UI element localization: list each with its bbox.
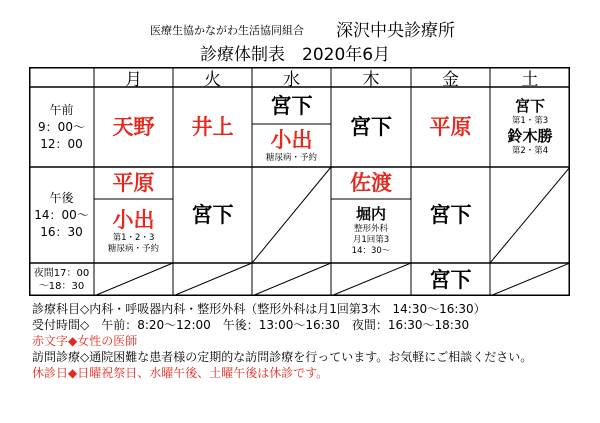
footer-reception-hours: 受付時間◇ 午前：8:20～12:00 午後：13:00～16:30 夜間：16:30～18:30: [32, 318, 470, 332]
closed-slash: [252, 263, 331, 296]
period-am-label: 午前 9：00～ 12：00: [38, 102, 85, 151]
pm-tue-doctor: 宮下: [191, 203, 234, 227]
closed-slash: [490, 167, 570, 263]
footer-departments: 診療科目◇内科・呼吸器内科・整形外科（整形外科は月1回第3木 14:30～16:30）: [32, 302, 486, 316]
night-fri-doctor: 宮下: [429, 267, 472, 292]
closed-slash: [331, 263, 411, 296]
pm-thu-doctor-2: 堀内 整形外科 月1回第3 14：30～: [351, 205, 391, 256]
pm-mon-doctor-2: 小出 第1・2・3 糖尿病・予約: [107, 208, 159, 254]
closed-slash: [252, 167, 331, 263]
clinic-name: 深沢中央診療所: [336, 21, 455, 41]
day-header-tue: 火: [204, 69, 221, 90]
closed-slash: [490, 263, 570, 296]
pm-fri-doctor: 宮下: [429, 203, 472, 227]
am-wed-doctor-1: 宮下: [270, 93, 313, 118]
day-header-mon: 月: [125, 69, 142, 90]
footer-female-doctor-note: 赤文字◆女性の医師: [32, 334, 138, 348]
day-header-thu: 木: [362, 69, 380, 90]
pm-thu-doctor-1: 佐渡: [350, 171, 392, 195]
org-name: 医療生協かながわ生活協同組合: [150, 24, 304, 37]
period-night-label: 夜間17：00 ～18：30: [33, 267, 90, 292]
am-tue-doctor: 井上: [191, 115, 234, 139]
am-thu-doctor: 宮下: [350, 115, 392, 139]
closed-slash: [173, 263, 252, 296]
pm-mon-doctor-1: 平原: [112, 171, 155, 195]
day-header-wed: 水: [283, 69, 300, 90]
footer-closed-days: 休診日◆日曜祝祭日、水曜午後、土曜午後は休診です。: [32, 366, 329, 380]
day-header-fri: 金: [442, 69, 459, 90]
schedule-title: 診療体制表 2020年6月: [200, 45, 391, 65]
am-sat-doctors: 宮下 第1・第3 鈴木勝 第2・第4: [507, 97, 553, 156]
period-pm-label: 午後 14：00～ 16：30: [34, 190, 89, 239]
footer-home-visit: 訪問診療◇通院困難な患者様の定期的な訪問診療を行っています。お気軽にご相談ください。: [32, 350, 533, 364]
day-header-sat: 土: [521, 69, 539, 90]
am-wed-doctor-2: 小出 糖尿病・予約: [265, 128, 317, 163]
closed-slash: [94, 263, 173, 296]
am-mon-doctor: 天野: [112, 115, 155, 139]
schedule-table: [29, 67, 570, 296]
am-fri-doctor: 平原: [429, 115, 472, 139]
